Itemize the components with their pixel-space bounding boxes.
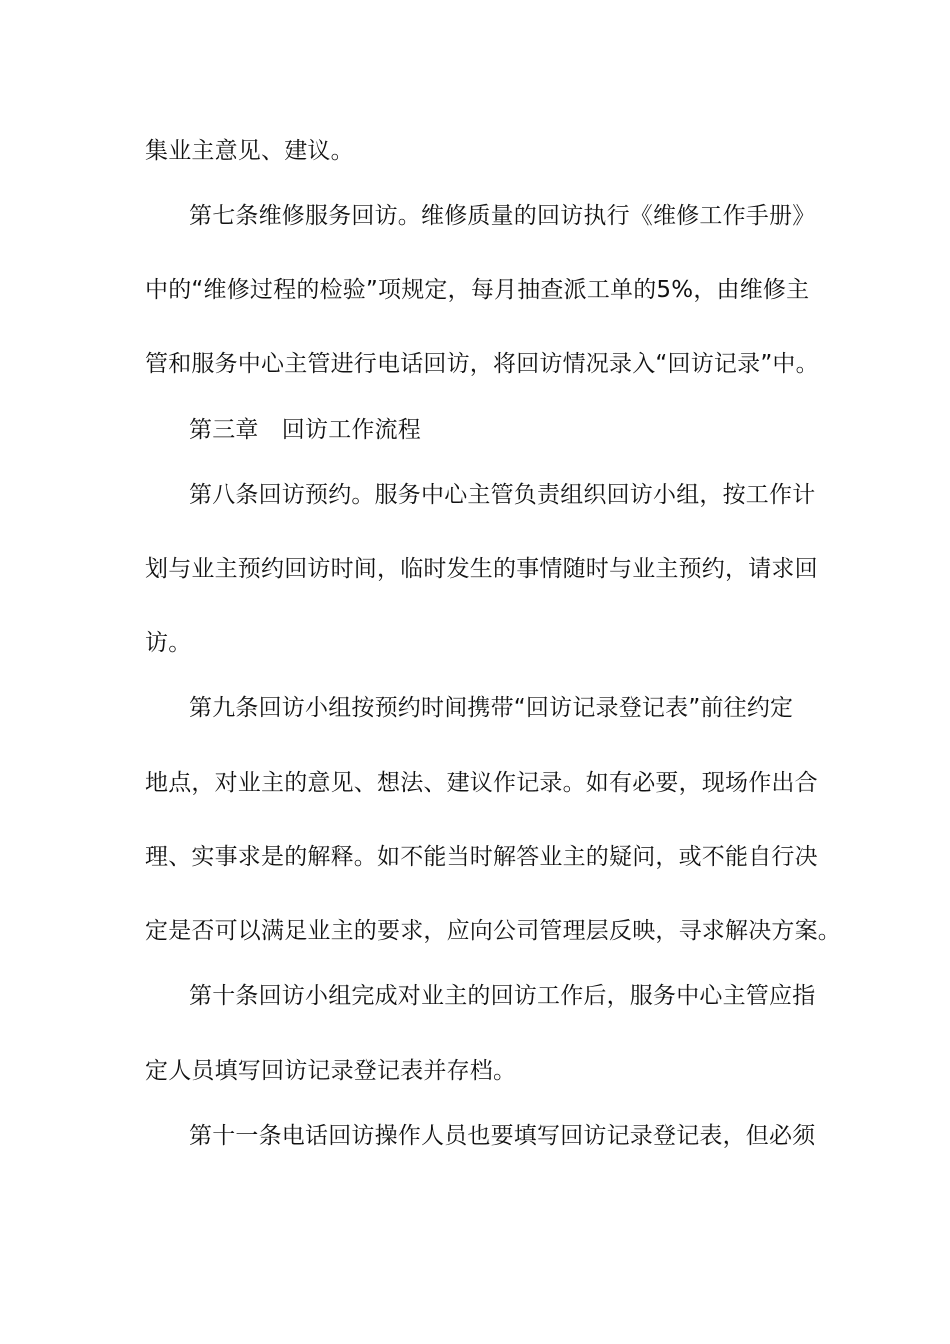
text-line-10: 地点，对业主的意见、想法、建议作记录。如有必要，现场作出合 — [145, 770, 818, 796]
article-10-title-line: 第十条回访小组完成对业主的回访工作后，服务中心主管应指 — [189, 983, 816, 1009]
chapter-3-heading: 第三章 回访工作流程 — [189, 417, 421, 443]
text-line-14: 定人员填写回访记录登记表并存档。 — [145, 1058, 517, 1084]
text-line-8: 访。 — [145, 630, 192, 656]
text-line-7: 划与业主预约回访时间，临时发生的事情随时与业主预约，请求回 — [145, 556, 818, 582]
text-line-12: 定是否可以满足业主的要求，应向公司管理层反映，寻求解决方案。 — [145, 918, 841, 944]
text-line-1: 集业主意见、建议。 — [145, 138, 354, 164]
article-8-title-line: 第八条回访预约。服务中心主管负责组织回访小组，按工作计 — [189, 482, 816, 508]
text-line-11: 理、实事求是的解释。如不能当时解答业主的疑问，或不能自行决 — [145, 844, 818, 870]
article-7-title-line: 第七条维修服务回访。维修质量的回访执行《维修工作手册》 — [189, 203, 816, 229]
text-line-4: 管和服务中心主管进行电话回访，将回访情况录入“回访记录”中。 — [145, 351, 819, 377]
text-line-3: 中的“维修过程的检验”项规定，每月抽查派工单的5%，由维修主 — [145, 277, 810, 303]
article-11-title-line: 第十一条电话回访操作人员也要填写回访记录登记表，但必须 — [189, 1123, 816, 1149]
article-9-title-line: 第九条回访小组按预约时间携带“回访记录登记表”前往约定 — [189, 695, 794, 721]
